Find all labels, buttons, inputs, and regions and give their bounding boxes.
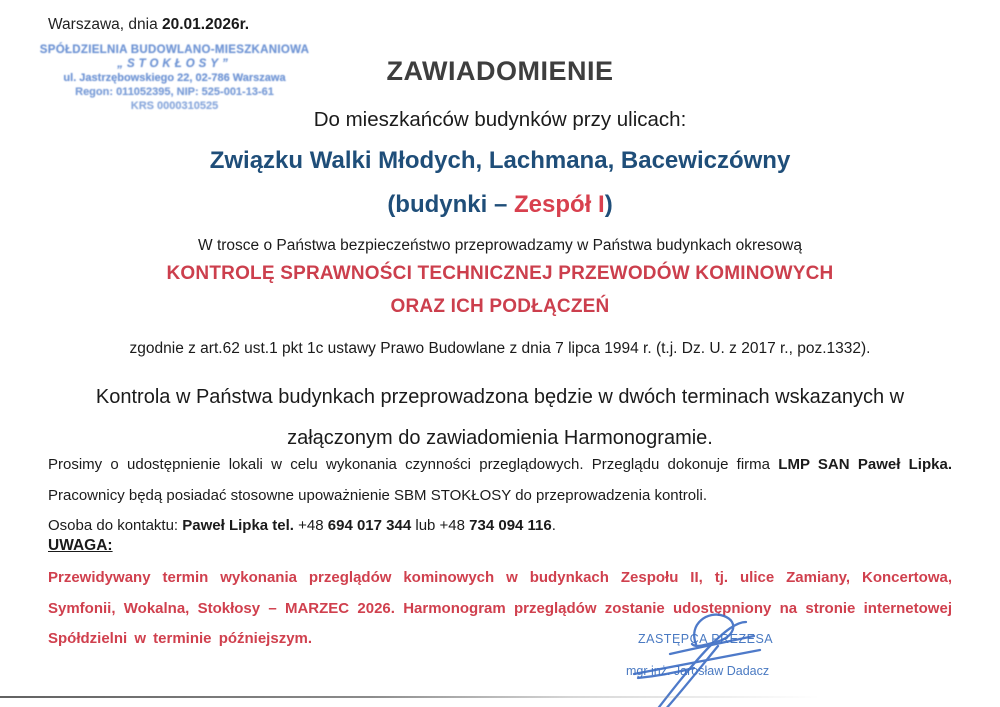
contact-separator: lub +48 bbox=[411, 517, 470, 534]
stamp-address: ul. Jastrzębowskiego 22, 02-786 Warszawa bbox=[63, 72, 286, 84]
legal-basis-line: zgodnie z art.62 ust.1 pkt 1c ustawy Prawo Budowlane z dnia 7 lipca 1994 r. (t.j. Dz. U. z 2017 r., poz.1332). bbox=[129, 340, 871, 357]
request-text: Prosimy o udostępnienie lokali w celu wykonania czynności przeglądowych. Przeglądu dokonuje firma bbox=[48, 456, 779, 473]
intro-line: W trosce o Państwa bezpieczeństwo przeprowadzamy w Państwa budynkach okresową bbox=[198, 237, 802, 254]
schedule-paragraph: Kontrola w Państwa budynkach przeprowadzona będzie w dwóch terminach wskazanych w załączonym do zawiadomienia Harmonogramie. bbox=[95, 386, 905, 449]
buildings-prefix: (budynki – bbox=[387, 191, 514, 218]
buildings-suffix: ) bbox=[604, 191, 613, 218]
warning-heading: UWAGA: bbox=[48, 537, 113, 554]
contact-plus-prefix-1: +48 bbox=[293, 517, 328, 534]
buildings-zespol-highlight: Zespół I bbox=[514, 191, 605, 218]
request-paragraph bbox=[48, 450, 952, 511]
subject-heading-line1: KONTROLĘ SPRAWNOŚCI TECHNICZNEJ PRZEWODÓW KOMINOWYCH bbox=[166, 263, 834, 284]
date-city-label: Warszawa, dnia bbox=[48, 16, 162, 33]
request-line-2: Pracownicy będą posiadać stosowne upoważnienie SBM STOKŁOSY do przeprowadzenia kontroli. bbox=[48, 486, 707, 504]
subject-heading-line2: ORAZ ICH PODŁĄCZEŃ bbox=[390, 296, 610, 317]
request-line-1 bbox=[48, 450, 952, 481]
buildings-line bbox=[0, 191, 1000, 219]
stamp-regon-nip: Regon: 011052395, NIP: 525-001-13-61 bbox=[75, 86, 274, 98]
contact-name-bold: Paweł Lipka tel. bbox=[182, 517, 294, 534]
streets-line: Związku Walki Młodych, Lachmana, Bacewiczówny bbox=[209, 147, 791, 174]
stamp-brand-name: „STOKŁOSY” bbox=[117, 58, 232, 70]
stamp-company-name: SPÓŁDZIELNIA BUDOWLANO-MIESZKANIOWA bbox=[39, 44, 310, 56]
signature-block bbox=[598, 620, 838, 707]
signature-name-label: mgr inż. Jarosław Dadacz bbox=[626, 664, 770, 678]
date-line bbox=[48, 16, 249, 34]
addressee-line: Do mieszkańców budynków przy ulicach: bbox=[313, 108, 687, 131]
page-title: ZAWIADOMIENIE bbox=[386, 56, 614, 86]
contact-phone-2: 734 094 116 bbox=[469, 517, 552, 534]
date-value: 20.01.2026r. bbox=[162, 16, 250, 33]
contact-phone-1: 694 017 344 bbox=[327, 517, 412, 534]
request-contractor-bold: LMP SAN Paweł Lipka. bbox=[778, 456, 952, 473]
contact-label: Osoba do kontaktu: bbox=[48, 517, 183, 534]
contact-period: . bbox=[551, 517, 556, 534]
stamp-krs: KRS 0000310525 bbox=[130, 100, 219, 112]
warning-paragraph: Przewidywany termin wykonania przeglądów kominowych w budynkach Zespołu II, tj. ulice Zamiany, Koncertowa, Symfonii, Wokalna, Stokłosy – MARZEC 2026. Harmonogram przeglądów zostanie udostępniony na stronie internetowej Spółdzielni w terminie późniejszym. bbox=[48, 569, 952, 647]
signature-role-label: ZASTĘPCA PREZESA bbox=[638, 632, 774, 646]
signature-scribble-icon bbox=[608, 602, 808, 707]
contact-line bbox=[48, 511, 952, 542]
scan-edge-artifact bbox=[0, 696, 820, 698]
